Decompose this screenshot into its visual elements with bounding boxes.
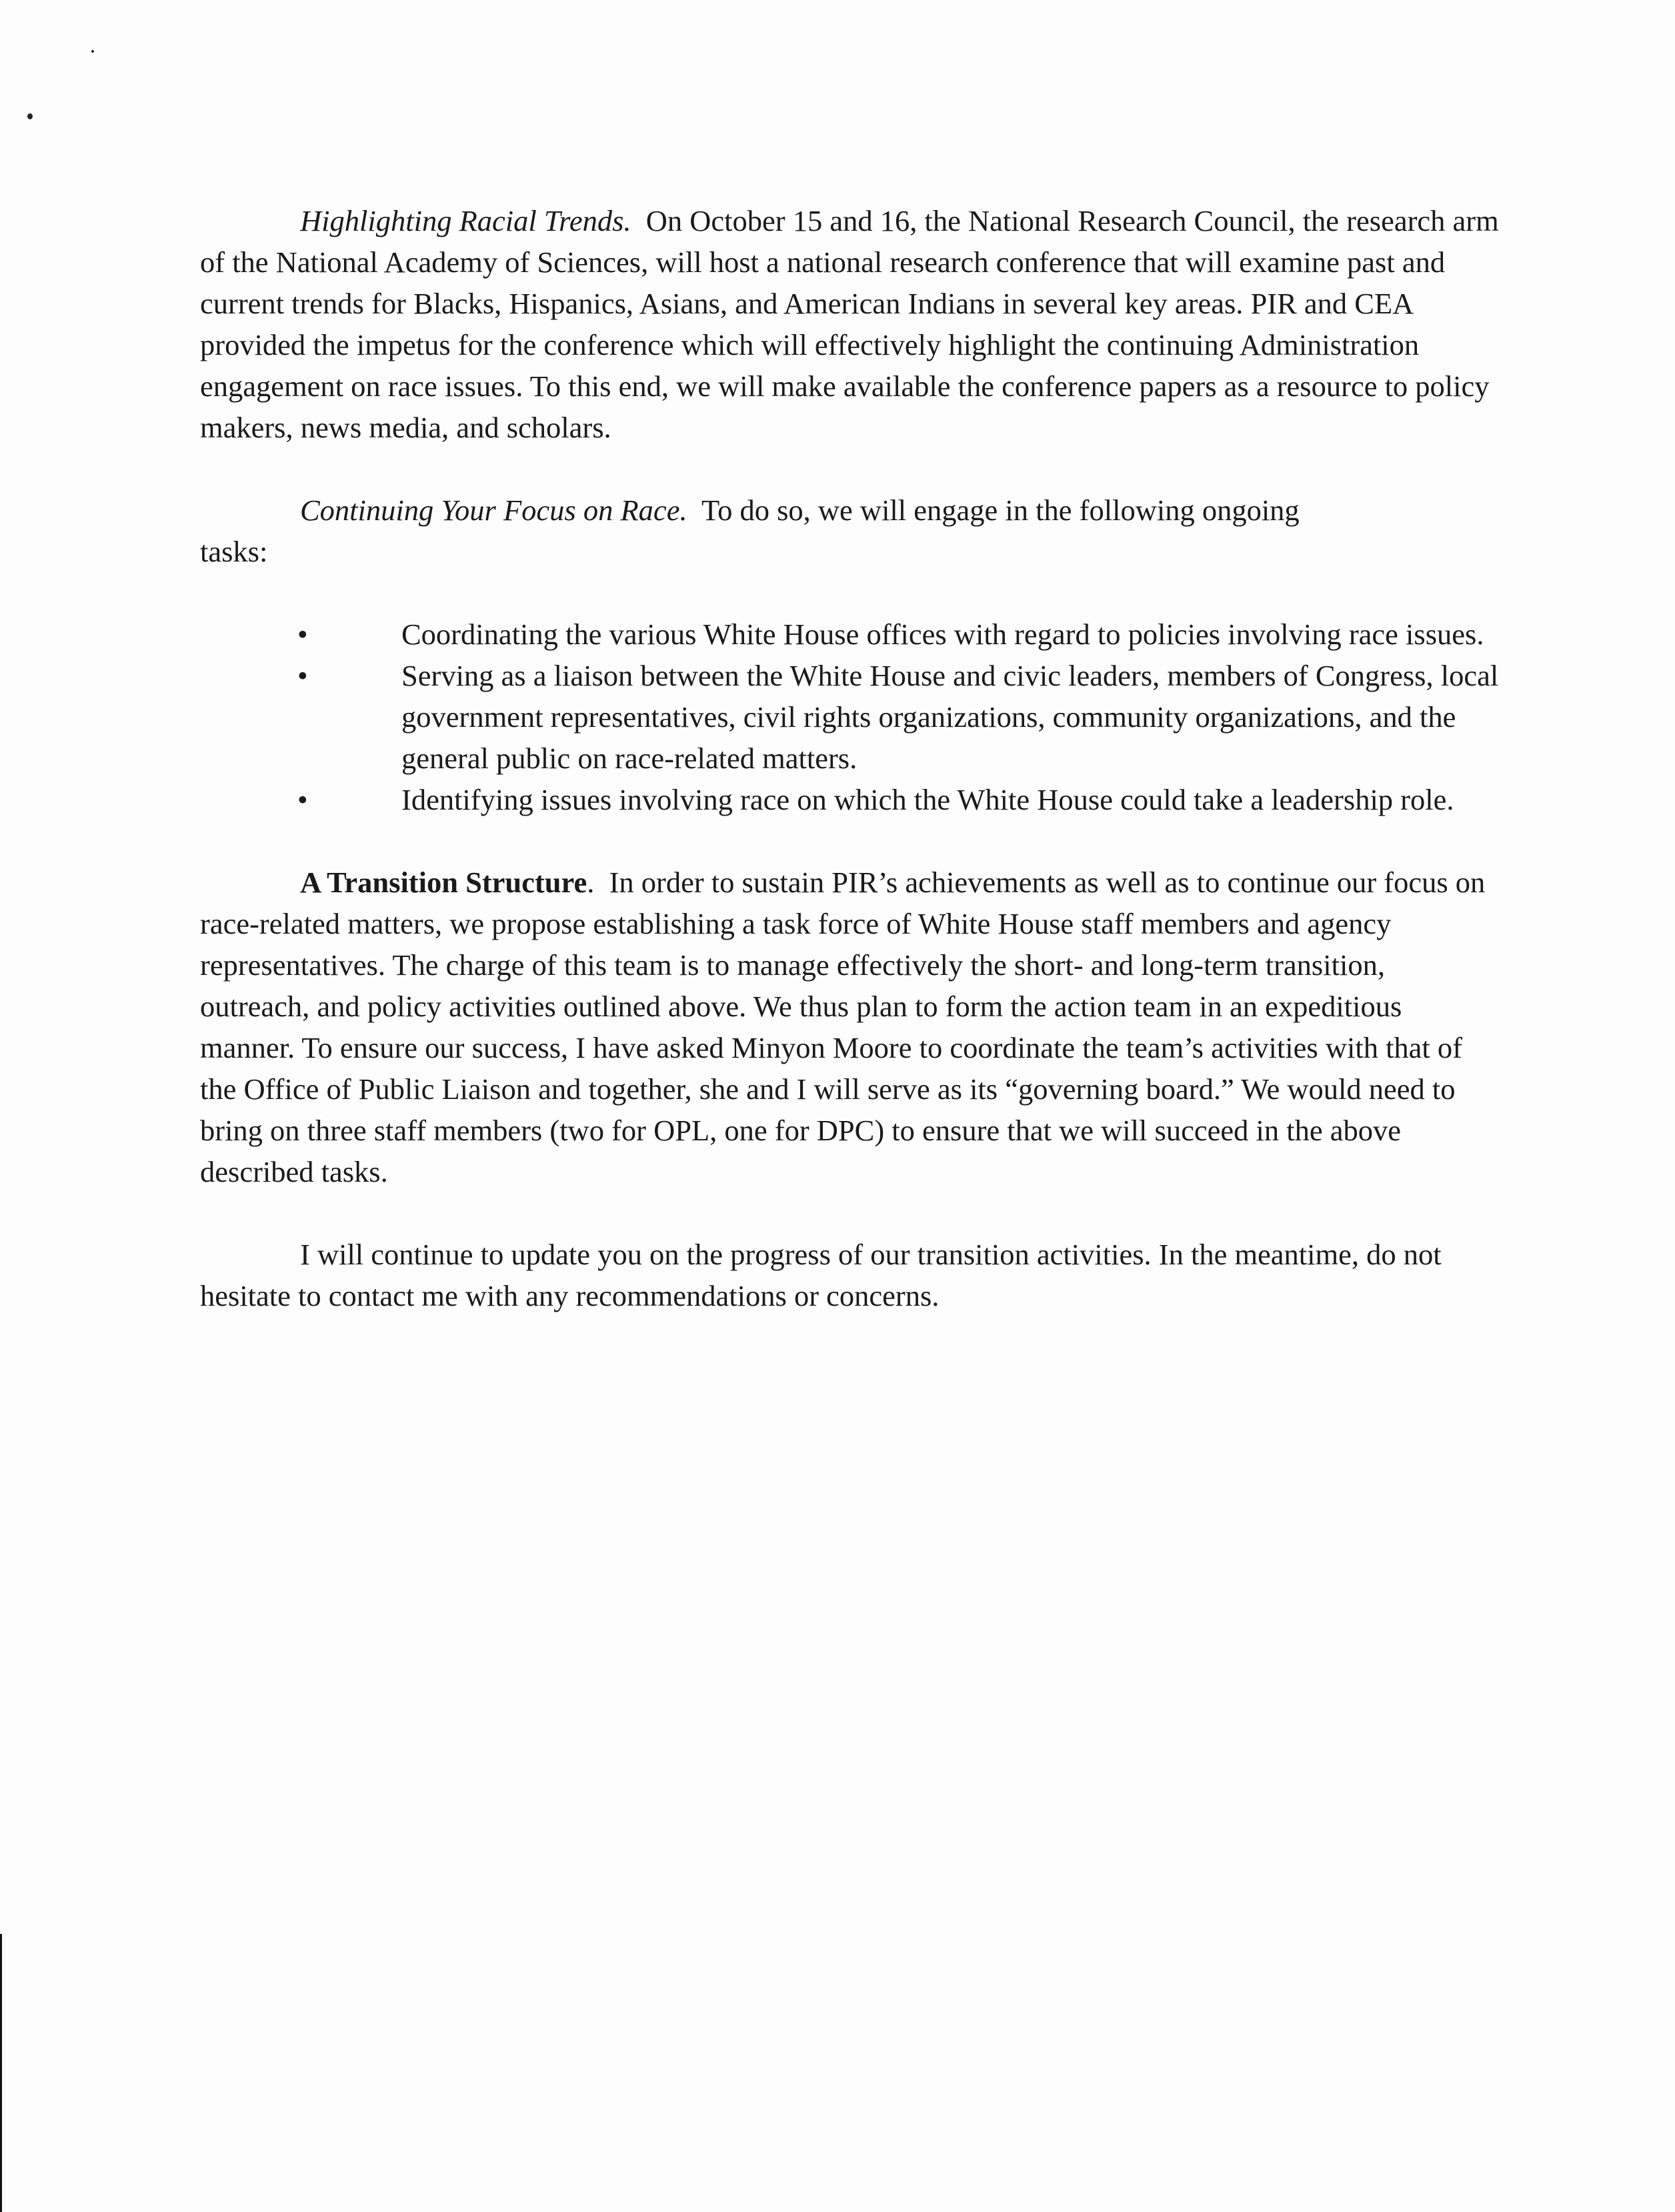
scan-edge-line <box>0 1934 2 2212</box>
list-item <box>200 614 1500 655</box>
scan-speck <box>91 50 94 53</box>
text-focus-on-race: To do so, we will engage in the following ongoing <box>701 493 1300 527</box>
bullet-icon: • <box>297 618 308 651</box>
bullet-icon: • <box>297 783 308 816</box>
list-item <box>200 655 1500 779</box>
paragraph-focus-on-race <box>200 489 1500 531</box>
heading-punctuation: . <box>587 866 595 899</box>
heading-racial-trends: Highlighting Racial Trends. <box>300 204 631 237</box>
tasks-label: tasks: <box>200 535 268 568</box>
scan-speck <box>27 113 33 119</box>
bullet-icon: • <box>297 659 308 692</box>
task-bullet-list <box>200 614 1500 820</box>
heading-transition-structure: A Transition Structure <box>300 866 587 899</box>
document-body <box>200 200 1500 1316</box>
paragraph-gap <box>200 572 1500 614</box>
list-item-text: Identifying issues involving race on which the White House could take a leadership role. <box>401 783 1454 816</box>
list-item <box>200 779 1500 820</box>
paragraph-gap <box>200 448 1500 489</box>
list-item-text: Serving as a liaison between the White House and civic leaders, members of Congress, local government representatives, civil rights organizations, community organizations, and the general public on race-related matters. <box>401 659 1499 775</box>
paragraph-transition-structure <box>200 862 1500 1192</box>
heading-focus-on-race: Continuing Your Focus on Race. <box>300 493 687 527</box>
paragraph-gap <box>200 820 1500 862</box>
list-item-text: Coordinating the various White House offices with regard to policies involving race issues. <box>401 618 1484 651</box>
text-closing: I will continue to update you on the progress of our transition activities. In the meantime, do not hesitate to contact me with any recommendations or concerns. <box>200 1238 1442 1312</box>
text-transition-structure: In order to sustain PIR’s achievements as well as to continue our focus on race-related matters, we propose establishing a task force of White House staff members and agency representatives. The charge of this team is to manage effectively the short- and long-term transition, outreach, and policy activities outlined above. We thus plan to form the action team in an expeditious manner. To ensure our success, I have asked Minyon Moore to coordinate the team’s activities with that of the Office of Public Liaison and together, she and I will serve as its “governing board.” We would need to bring on three staff members (two for OPL, one for DPC) to ensure that we will succeed in the above described tasks. <box>200 866 1486 1188</box>
paragraph-closing <box>200 1234 1500 1316</box>
paragraph-gap <box>200 1192 1500 1234</box>
paragraph-racial-trends <box>200 200 1500 448</box>
text-racial-trends: On October 15 and 16, the National Research Council, the research arm of the National Academy of Sciences, will host a national research conference that will examine past and current trends for Blacks, Hispanics, Asians, and American Indians in several key areas. PIR and CEA provided the impetus for the conference which will effectively highlight the continuing Administration engagement on race issues. To this end, we will make available the conference papers as a resource to policy makers, news media, and scholars. <box>200 204 1499 444</box>
